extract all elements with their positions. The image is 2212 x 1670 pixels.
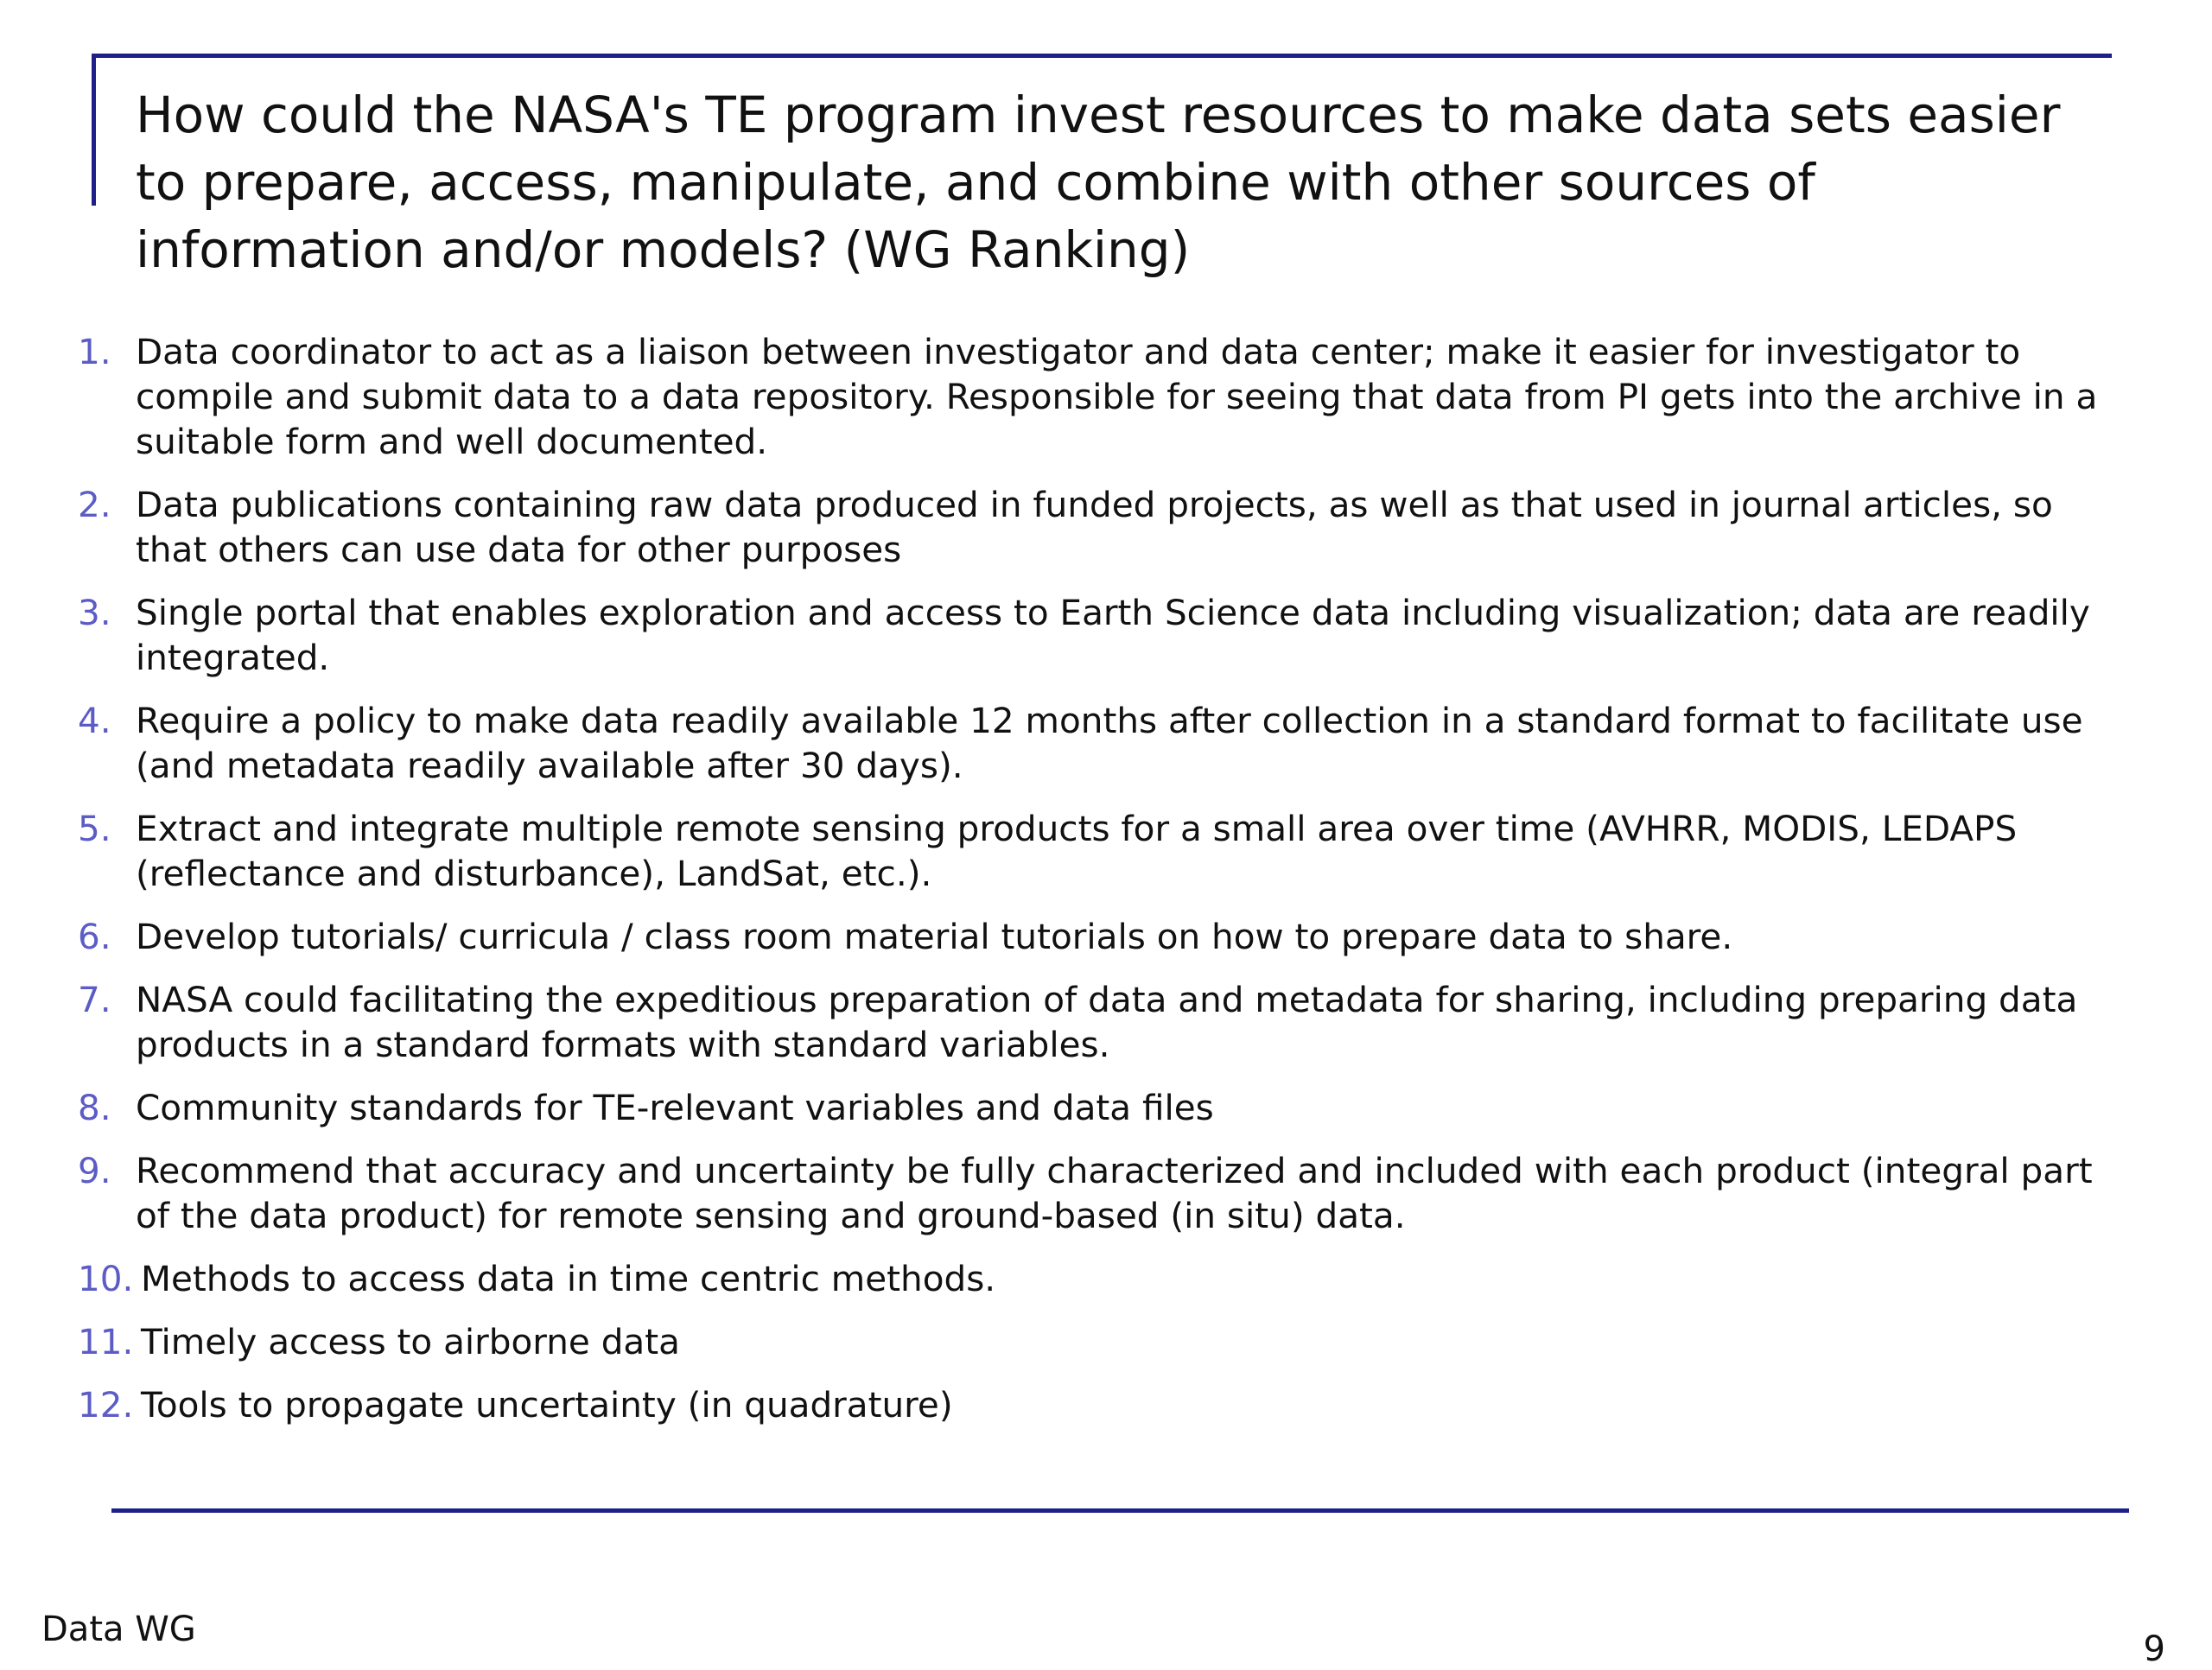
list-item <box>0 977 2212 1067</box>
list-item-number: 7. <box>78 979 111 1020</box>
list-item-text: Require a policy to make data readily available 12 months after collection in a standard format to facilitate use (and metadata readily available after 30 days). <box>136 700 2083 786</box>
list-item-text: Tools to propagate uncertainty (in quadrature) <box>141 1384 953 1426</box>
list-item <box>0 1382 2212 1427</box>
page-number: 9 <box>2143 1629 2165 1669</box>
list-item-number: 5. <box>78 808 111 849</box>
list-item <box>0 1256 2212 1301</box>
title-left-rule <box>92 54 96 206</box>
list-item-text: Single portal that enables exploration and access to Earth Science data including visualization; data are readily integrated. <box>136 592 2090 678</box>
footer-label: Data WG <box>41 1610 196 1649</box>
list-item <box>0 1085 2212 1130</box>
ranking-list <box>0 329 2212 1445</box>
list-item-text: Data coordinator to act as a liaison between investigator and data center; make it easier for investigator to compile and submit data to a data repository. Responsible for seeing that data from PI gets into the archive in a suitable form and well documented. <box>136 331 2098 462</box>
list-item-text: NASA could facilitating the expeditious preparation of data and metadata for sharing, including preparing data products in a standard formats with standard variables. <box>136 979 2078 1065</box>
list-item-number: 4. <box>78 700 111 741</box>
list-item-text: Extract and integrate multiple remote sensing products for a small area over time (AVHRR, MODIS, LEDAPS (reflectance and disturbance), LandSat, etc.). <box>136 808 2018 894</box>
list-item-number: 12. <box>78 1384 134 1426</box>
list-item-number: 3. <box>78 592 111 633</box>
list-item <box>0 329 2212 464</box>
list-item <box>0 590 2212 680</box>
list-item-number: 11. <box>78 1321 134 1362</box>
list-item-text: Community standards for TE-relevant variables and data files <box>136 1087 1214 1128</box>
list-item <box>0 914 2212 959</box>
list-item-text: Data publications containing raw data produced in funded projects, as well as that used in journal articles, so that others can use data for other purposes <box>136 484 2053 570</box>
list-item-text: Recommend that accuracy and uncertainty be fully characterized and included with each product (integral part of the data product) for remote sensing and ground-based (in situ) data. <box>136 1150 2093 1236</box>
list-item-text: Methods to access data in time centric methods. <box>141 1258 996 1299</box>
title-top-rule <box>92 54 2112 58</box>
list-item-number: 10. <box>78 1258 134 1299</box>
list-item <box>0 1319 2212 1364</box>
list-item-text: Timely access to airborne data <box>141 1321 680 1362</box>
list-item-number: 8. <box>78 1087 111 1128</box>
list-item-number: 6. <box>78 916 111 957</box>
list-item-text: Develop tutorials/ curricula / class room material tutorials on how to prepare data to share. <box>136 916 1733 957</box>
list-item-number: 9. <box>78 1150 111 1191</box>
list-item <box>0 698 2212 788</box>
list-item <box>0 482 2212 572</box>
list-item <box>0 1148 2212 1238</box>
footer-rule <box>111 1508 2129 1513</box>
list-item-number: 1. <box>78 331 111 372</box>
list-item <box>0 806 2212 896</box>
list-item-number: 2. <box>78 484 111 525</box>
slide-title: How could the NASA's TE program invest resources to make data sets easier to prepare, access, manipulate, and combine with other sources of information and/or models? (WG Ranking) <box>136 86 2061 279</box>
